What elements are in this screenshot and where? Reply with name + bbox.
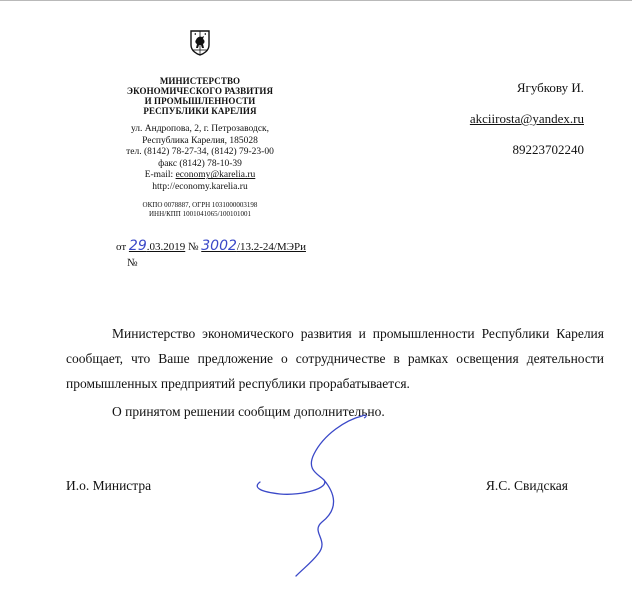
handwritten-day: 29 [128, 238, 147, 254]
org-name-line: И ПРОМЫШЛЕННОСТИ [144, 96, 256, 106]
letter-body [66, 321, 604, 424]
reference-number [201, 238, 306, 254]
inn-kpp: ИНН/КПП 1001041065/100101001 [148, 209, 252, 218]
registration-codes [100, 201, 300, 219]
handwritten-number: 3002 [201, 238, 237, 254]
number-label: № [188, 241, 199, 253]
organization-name [100, 76, 300, 116]
recipient-phone: 89223702240 [512, 142, 584, 157]
signatory-name: Я.С. Свидская [485, 478, 568, 493]
org-email-link[interactable]: economy@karelia.ru [175, 170, 256, 181]
reference-month-year: .03.2019 [146, 241, 186, 253]
body-paragraph: О принятом решении сообщим дополнительно. [112, 404, 385, 419]
org-name-line: РЕСПУБЛИКИ КАРЕЛИЯ [143, 106, 257, 116]
address-region: Республика Карелия, 185028 [142, 135, 258, 146]
address-street: ул. Андропова, 2, г. Петрозаводск, [130, 124, 270, 134]
reference-date [128, 238, 186, 254]
org-address-block [100, 124, 300, 194]
org-email-line [100, 170, 300, 182]
org-name-line: МИНИСТЕРСТВО [159, 76, 241, 86]
org-website-link[interactable]: http://economy.karelia.ru [152, 181, 248, 192]
recipient-email-link[interactable]: akciirosta@yandex.ru [469, 111, 584, 126]
letterhead [100, 30, 300, 219]
handwritten-signature-icon [238, 410, 388, 580]
coat-of-arms-icon [190, 30, 210, 56]
signatory-title: И.о. Министра [66, 478, 152, 493]
fax-number: факс (8142) 78-10-39 [158, 158, 242, 169]
email-label: E-mail: [144, 170, 176, 181]
second-number-label: № [127, 257, 138, 269]
top-border [0, 0, 632, 1]
okpo-ogrn: ОКПО 0078887, ОГРН 1031000003198 [142, 200, 258, 209]
reference-number-suffix: /13.2-24/МЭРи [236, 241, 306, 253]
recipient-name: Ягубкову И. [516, 80, 584, 95]
phone-numbers: тел. (8142) 78-27-34, (8142) 79-23-00 [126, 147, 274, 158]
reference-line [116, 238, 306, 254]
from-label: от [116, 241, 127, 253]
body-paragraph: Министерство экономического развития и промышленности Республики Карелия сообщает, что Ваше предложение о сотрудничестве в рамках освещения деятельности промышленных предприятий республики прорабатывается. [66, 326, 604, 391]
recipient-block [470, 80, 584, 158]
org-name-line: ЭКОНОМИЧЕСКОГО РАЗВИТИЯ [126, 86, 274, 96]
